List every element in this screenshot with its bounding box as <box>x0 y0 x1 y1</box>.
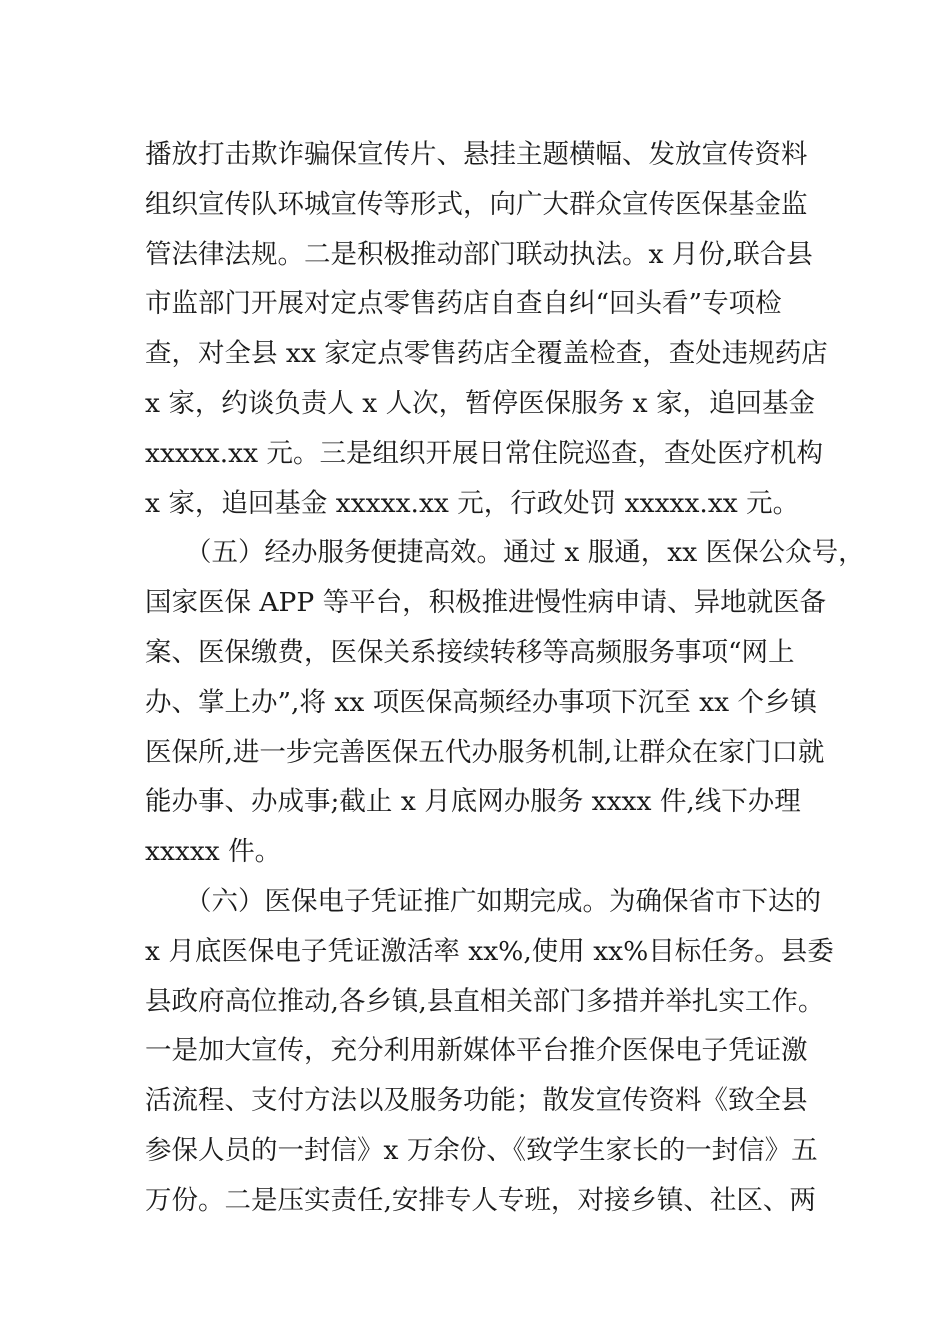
text-line: 市监部门开展对定点零售药店自查自纠“回头看”专项检 <box>145 288 782 320</box>
text-line: x 月底医保电子凭证激活率 xx%,使用 xx%目标任务。县委 <box>145 935 834 967</box>
text-line: 参保人员的一封信》x 万余份、《致学生家长的一封信》五 <box>145 1134 818 1166</box>
text-line: x 家，追回基金 xxxxx.xx 元，行政处罚 xxxxx.xx 元。 <box>145 487 800 519</box>
text-line: 查，对全县 xx 家定点零售药店全覆盖检查，查处违规药店 <box>145 338 828 370</box>
text-line: 县政府高位推动,各乡镇,县直相关部门多措并举扎实工作。 <box>145 985 825 1017</box>
text-line: 能办事、办成事;截止 x 月底网办服务 xxxx 件,线下办理 <box>145 786 801 818</box>
text-line: 组织宣传队环城宣传等形式，向广大群众宣传医保基金监 <box>145 188 808 220</box>
text-line: 办、掌上办”,将 xx 项医保高频经办事项下沉至 xx 个乡镇 <box>145 686 817 718</box>
text-line: xxxxx.xx 元。三是组织开展日常住院巡查，查处医疗机构 <box>145 437 823 469</box>
paragraph-six-start: （六）医保电子凭证推广如期完成。为确保省市下达的 <box>185 885 821 917</box>
text-line: x 家，约谈负责人 x 人次，暂停医保服务 x 家，追回基金 <box>145 387 815 419</box>
paragraph-five-start: （五）经办服务便捷高效。通过 x 服通，xx 医保公众号， <box>185 537 865 569</box>
text-line: 医保所,进一步完善医保五代办服务机制,让群众在家门口就 <box>145 736 825 768</box>
text-line: 国家医保 APP 等平台，积极推进慢性病申请、异地就医备 <box>145 587 827 619</box>
document-body <box>145 130 865 1226</box>
text-line: 万份。二是压实责任,安排专人专班，对接乡镇、社区、两 <box>145 1184 816 1216</box>
text-line: 案、医保缴费，医保关系接续转移等高频服务事项“网上 <box>145 636 795 668</box>
text-line: 活流程、支付方法以及服务功能；散发宣传资料《致全县 <box>145 1085 808 1117</box>
text-line: 一是加大宣传，充分利用新媒体平台推介医保电子凭证激 <box>145 1035 808 1067</box>
text-line: xxxxx 件。 <box>145 836 282 868</box>
text-line: 播放打击欺诈骗保宣传片、悬挂主题横幅、发放宣传资料 <box>145 139 808 170</box>
text-line: 管法律法规。二是积极推动部门联动执法。x 月份,联合县 <box>145 238 813 270</box>
